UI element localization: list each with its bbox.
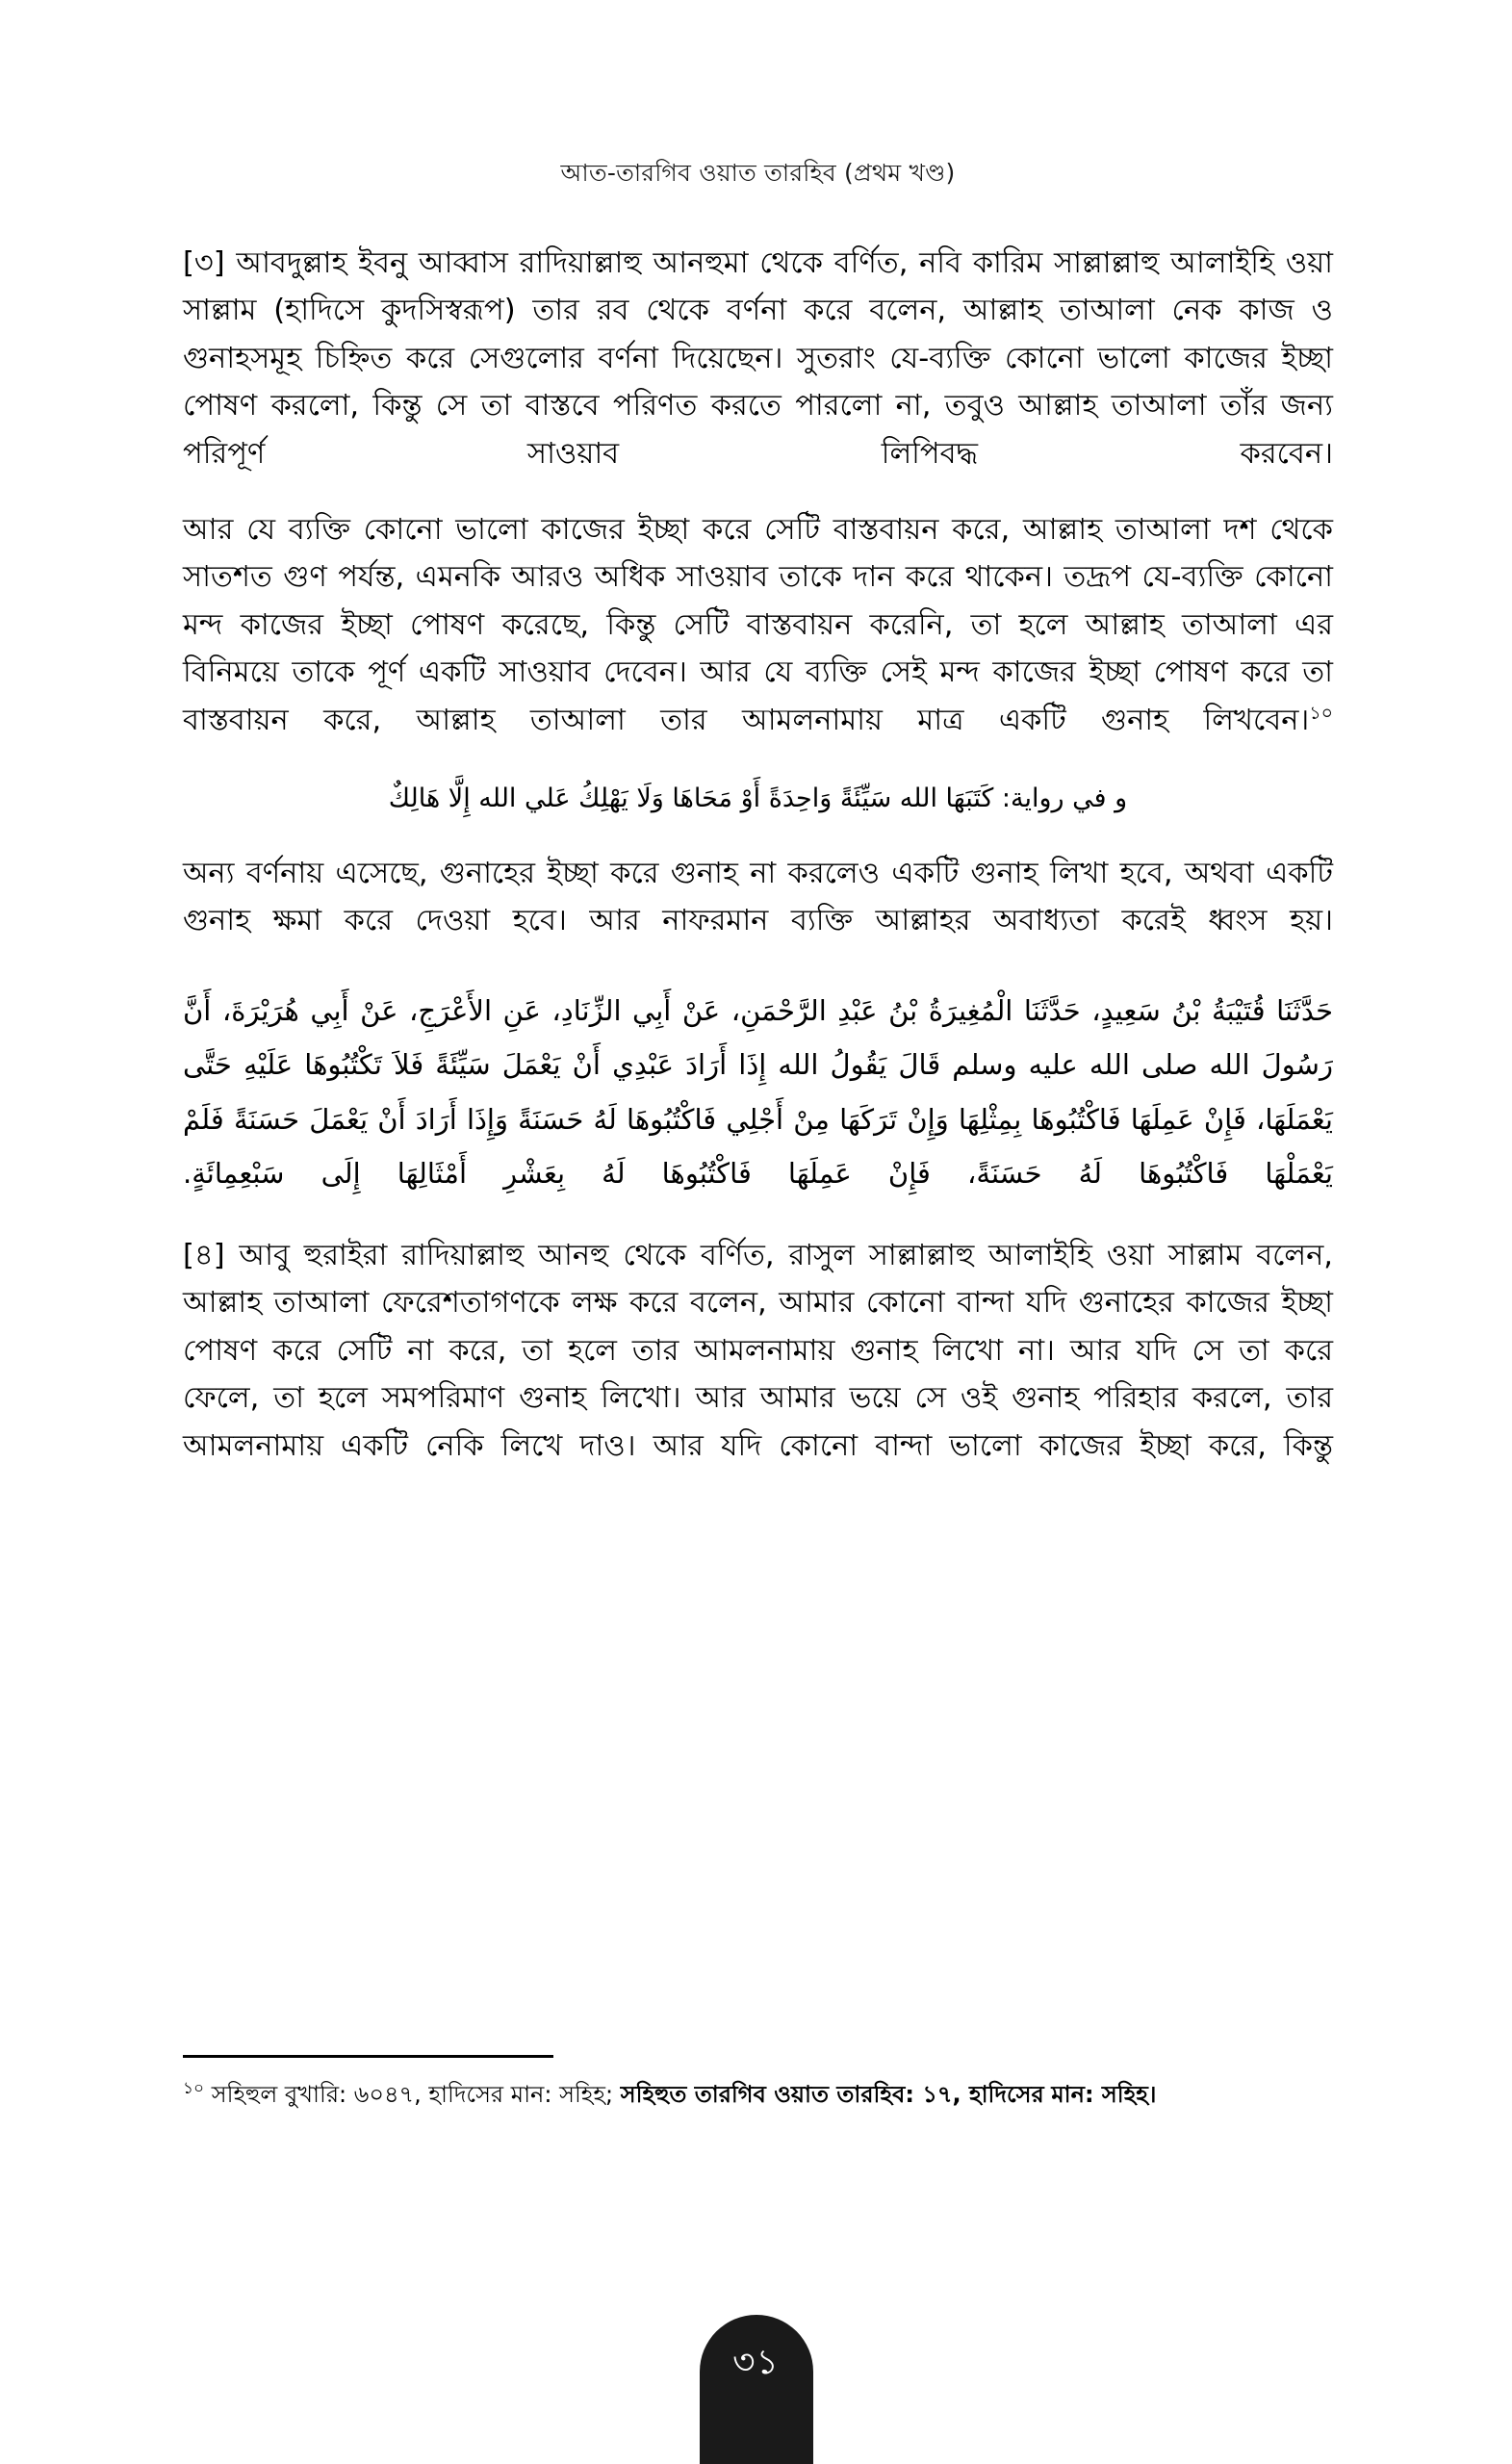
footnote-number: ১০ bbox=[183, 2079, 205, 2098]
footnote-area bbox=[183, 2055, 1333, 2113]
paragraph-hadith-3-continued bbox=[183, 506, 1333, 744]
footnote-plain: সহিহুল বুখারি: ৬০৪৭, হাদিসের মান: সহিহ; bbox=[204, 2081, 621, 2108]
footnote-bold: সহিহুত তারগিব ওয়াত তারহিব: ১৭, হাদিসের bbox=[620, 2081, 1044, 2108]
running-head: আত-তারগিব ওয়াত তারহিব (প্রথম খণ্ড) bbox=[560, 159, 956, 187]
footnote-text bbox=[183, 2077, 1333, 2113]
footnote-divider bbox=[183, 2055, 553, 2058]
page-number-badge bbox=[700, 2315, 813, 2464]
page-number: ৩১ bbox=[732, 2343, 780, 2382]
paragraph-text: আর যে ব্যক্তি কোনো ভালো কাজের ইচ্ছা করে সেটি বাস্তবায়ন করে, আল্লাহ তাআলা দশ থেকে সাতশত গুণ পর্যন্ত, এমনকি আরও অধিক সাওয়াব তাকে দান করে থাকেন। তদ্রূপ যে-ব্যক্তি কোনো মন্দ কাজের ইচ্ছা পোষণ করেছে, কিন্তু সেটি বাস্তবায়ন করেনি, তা হলে আল্লাহ তাআলা এর বিনিময়ে তাকে পূর্ণ একটি সাওয়াব দেবেন। আর যে ব্যক্তি সেই মন্দ কাজের ইচ্ছা পোষণ করে তা বাস্তবায়ন করে, আল্লাহ তাআলা তার আমলনামায় মাত্র একটি গুনাহ লিখবেন। bbox=[183, 513, 1333, 737]
footnote-marker: ১০ bbox=[1309, 702, 1333, 724]
paragraph-other-narration-translation: অন্য বর্ণনায় এসেছে, গুনাহের ইচ্ছা করে গুনাহ না করলেও একটি গুনাহ লিখা হবে, অথবা একটি গুনাহ ক্ষমা করে দেওয়া হবে। আর নাফরমান ব্যক্তি আল্লাহর অবাধ্যতা করেই ধ্বংস হয়। bbox=[183, 856, 1333, 938]
footnote-bold-2: মান: সহিহ। bbox=[1051, 2081, 1157, 2108]
paragraph-hadith-4-translation: [৪] আবু হুরাইরা রাদিয়াল্লাহু আনহু থেকে বর্ণিত, রাসুল সাল্লাল্লাহু আলাইহি ওয়া সাল্লাম বলেন, আল্লাহ তাআলা ফেরেশতাগণকে লক্ষ করে বলেন, আমার কোনো বান্দা যদি গুনাহের কাজের ইচ্ছা পোষণ করে সেটি না করে, তা হলে তার আমলনামায় গুনাহ লিখো না। আর যদি সে তা করে ফেলে, তা হলে সমপরিমাণ গুনাহ লিখো। আর আমার ভয়ে সে ওই গুনাহ পরিহার করলে, তার আমলনামায় একটি নেকি লিখে দাও। আর যদি কোনো বান্দা ভালো কাজের ইচ্ছা করে, কিন্তু bbox=[183, 1238, 1333, 1463]
arabic-other-narration: و في رواية: كَتَبَهَا الله سَيِّئَةً وَاحِدَةً أَوْ مَحَاهَا وَلَا يَهْلِكُ عَلي الله إِلَّا هَالِكٌ bbox=[388, 783, 1128, 814]
arabic-hadith-4: حَدَّثَنَا قُتَيْبَةُ بْنُ سَعِيدٍ، حَدَّثَنَا الْمُغِيرَةُ بْنُ عَبْدِ الرَّحْمَنِ، عَنْ أَبِي الزِّنَادِ، عَنِ الأَعْرَجِ، عَنْ أَبِي هُرَيْرَةَ، أَنَّ رَسُولَ الله صلى الله عليه وسلم قَالَ يَقُولُ الله إِذَا أَرَادَ عَبْدِي أَنْ يَعْمَلَ سَيِّئَةً فَلاَ تَكْتُبُوهَا عَلَيْهِ حَتَّى يَعْمَلَهَا، فَإِنْ عَمِلَهَا فَاكْتُبُوهَا بِمِثْلِهَا وَإِنْ تَرَكَهَا مِنْ أَجْلِي فَاكْتُبُوهَا لَهُ حَسَنَةً وَإِذَا أَرَادَ أَنْ يَعْمَلَ حَسَنَةً فَلَمْ يَعْمَلْهَا فَاكْتُبُوهَا لَهُ حَسَنَةً، فَإِنْ عَمِلَهَا فَاكْتُبُوهَا لَهُ بِعَشْرِ أَمْثَالِهَا إِلَى سَبْعِمِائَةٍ. bbox=[183, 993, 1333, 1191]
paragraph-hadith-3-translation: [৩] আবদুল্লাহ ইবনু আব্বাস রাদিয়াল্লাহু আনহুমা থেকে বর্ণিত, নবি কারিম সাল্লাল্লাহু আলাইহি ওয়া সাল্লাম (হাদিসে কুদসিস্বরূপ) তার রব থেকে বর্ণনা করে বলেন, আল্লাহ তাআলা নেক কাজ ও গুনাহসমূহ চিহ্নিত করে সেগুলোর বর্ণনা দিয়েছেন। সুতরাং যে-ব্যক্তি কোনো ভালো কাজের ইচ্ছা পোষণ করলো, কিন্তু সে তা বাস্তবে পরিণত করতে পারলো না, তবুও আল্লাহ তাআলা তাঁর জন্য পরিপূর্ণ সাওয়াব লিপিবদ্ধ করবেন। bbox=[183, 246, 1333, 471]
page-content bbox=[183, 154, 1333, 1499]
